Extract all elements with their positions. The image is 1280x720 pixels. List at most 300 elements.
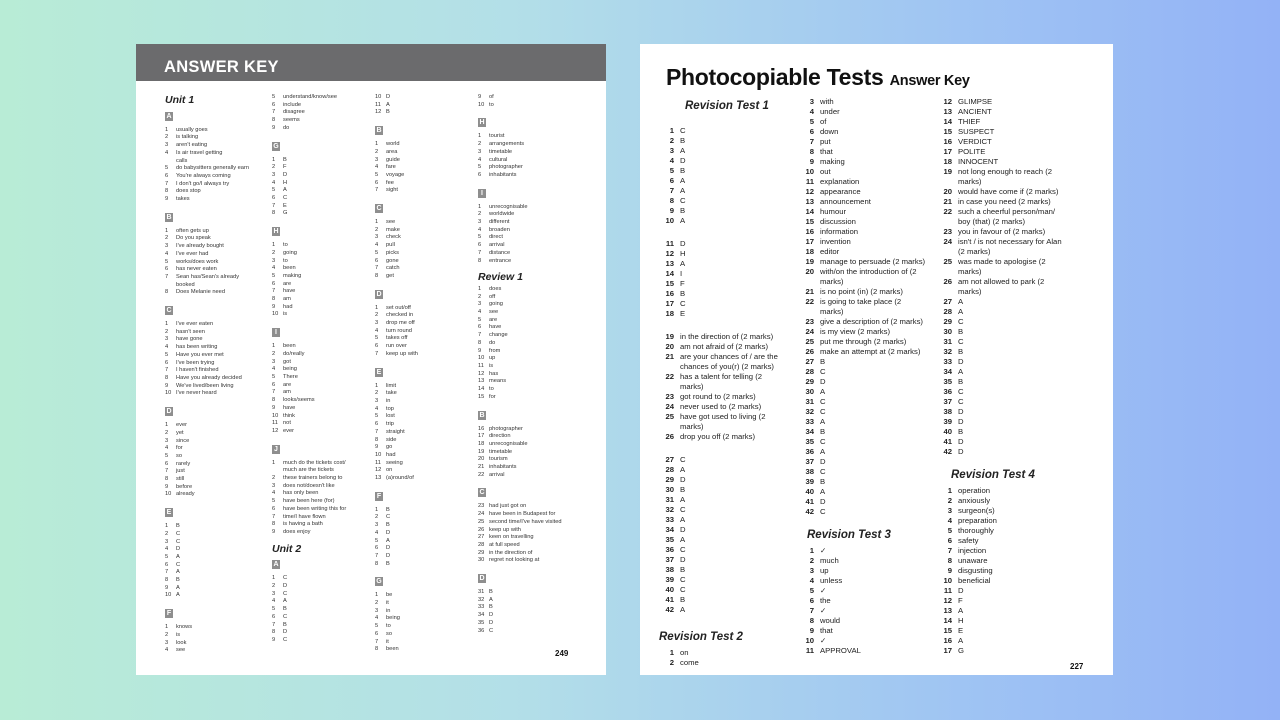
answer-row: [937, 317, 1107, 327]
answer-row: [659, 196, 809, 206]
answer-row: [659, 575, 809, 585]
answer-text: H: [283, 179, 288, 186]
answer-row: [272, 598, 372, 606]
answer-row: [165, 228, 265, 236]
answer-text: editor: [820, 247, 840, 256]
answer-row: [478, 219, 603, 227]
section-label: G: [376, 578, 382, 586]
answer-row: [659, 372, 809, 382]
answer-number: 2: [478, 293, 482, 300]
answer-row: [659, 565, 809, 575]
answer-row: [375, 561, 475, 569]
answer-number: 39: [665, 575, 674, 584]
answer-number: 12: [805, 187, 814, 196]
answer-text: keep up with: [386, 350, 418, 357]
answer-number: 9: [809, 626, 814, 635]
answer-text: A: [680, 535, 686, 544]
answer-row: [165, 585, 265, 593]
answer-row: [478, 133, 603, 141]
answer-text: C: [283, 195, 288, 202]
answer-row: [478, 141, 603, 149]
answer-number: 24: [805, 327, 814, 336]
answer-row: [937, 257, 1107, 267]
page-number-right: 227: [1070, 662, 1084, 671]
answer-number: 40: [665, 585, 674, 594]
answer-row: [659, 555, 809, 565]
answer-text: see: [489, 309, 499, 316]
answer-row: [799, 477, 949, 487]
answer-number: 3: [165, 142, 169, 149]
spacer: [478, 109, 603, 115]
answer-text: in case you need (2 marks): [958, 197, 1051, 206]
answer-text: does enjoy: [283, 528, 311, 535]
answer-text: D: [820, 377, 826, 386]
answer-number: 3: [165, 243, 169, 250]
answer-text: ever: [283, 427, 295, 434]
answer-number: 1: [165, 126, 169, 133]
answer-text: it: [386, 638, 389, 645]
answer-text: being: [283, 366, 297, 373]
answer-row: [478, 149, 603, 157]
answer-number: 11: [805, 646, 814, 655]
answer-number: 4: [272, 265, 276, 272]
answer-text: entrance: [489, 257, 512, 264]
answer-text: direction: [489, 433, 511, 440]
answer-text: D: [820, 457, 826, 466]
answer-text: arrangements: [489, 141, 525, 148]
answer-row: [937, 576, 1107, 586]
answer-row: [937, 117, 1107, 127]
answer-row: [799, 327, 949, 337]
answer-number: 1: [478, 203, 482, 210]
answer-number: 7: [165, 468, 169, 475]
answer-text: for: [489, 393, 496, 400]
answer-text: appearance: [820, 187, 861, 196]
answer-row: [659, 289, 809, 299]
answer-text: discussion: [820, 217, 856, 226]
answer-number: 34: [943, 367, 952, 376]
unit-title: Unit 2: [272, 542, 302, 555]
answer-row: [478, 612, 603, 620]
answer-text: keen on travelling: [489, 534, 534, 541]
answer-text: B: [386, 522, 390, 529]
answer-row: [375, 592, 475, 600]
answer-number: 4: [375, 327, 379, 334]
answer-number: 10: [165, 390, 172, 397]
answer-number: 2: [478, 141, 482, 148]
answer-row: [937, 387, 1107, 397]
answer-number: 10: [805, 167, 814, 176]
answer-row: [659, 485, 809, 495]
answer-text: I've already bought: [176, 243, 224, 250]
answer-number: 9: [478, 94, 482, 100]
answer-text: ✓: [820, 606, 827, 615]
spacer: [659, 319, 809, 332]
answer-row: [272, 94, 372, 102]
answer-number: 14: [665, 269, 674, 278]
answer-number: 15: [943, 127, 952, 136]
answer-text: got round to (2 marks): [680, 392, 756, 401]
answer-row: [659, 545, 809, 555]
answer-row: [375, 631, 475, 639]
answer-row: [937, 377, 1107, 387]
answer-number: 1: [375, 219, 379, 226]
answer-row: [165, 592, 265, 600]
answer-text: C: [958, 397, 964, 406]
unit-title: Unit 1: [165, 94, 195, 106]
answer-row: [272, 483, 372, 491]
answer-text: under: [820, 107, 840, 116]
answer-text: that: [820, 626, 833, 635]
spacer: [165, 600, 265, 606]
answer-number: 6: [478, 171, 482, 178]
answer-row: [659, 342, 809, 352]
answer-number: 20: [805, 267, 814, 276]
answer-row: [375, 109, 475, 117]
answer-number: 4: [165, 546, 169, 553]
answer-row: [375, 398, 475, 406]
answer-text: picks: [386, 249, 399, 256]
answer-text: INNOCENT: [958, 157, 999, 166]
answer-number: 12: [375, 109, 382, 116]
answer-row: [799, 197, 949, 207]
answer-row: [659, 146, 809, 156]
answer-number: 10: [272, 412, 279, 419]
answer-row: [799, 287, 949, 297]
answer-number: 13: [943, 107, 952, 116]
section-label: D: [479, 575, 485, 583]
answer-number: 2: [165, 235, 169, 242]
answer-text: do: [489, 339, 496, 346]
answer-row: [272, 583, 372, 591]
answer-text: am not afraid of (2 marks): [680, 342, 769, 351]
answer-text: C: [680, 299, 686, 308]
answer-row: [937, 407, 1107, 417]
answer-number: 6: [272, 381, 276, 388]
answer-row: [375, 545, 475, 553]
answer-row: [478, 340, 603, 348]
answer-row: [799, 207, 949, 217]
answer-row: [659, 259, 809, 269]
answer-row: [272, 304, 372, 312]
answer-row: [272, 288, 372, 296]
answer-row: [272, 514, 372, 522]
answer-number: 1: [669, 648, 674, 657]
answer-column-1: [165, 94, 265, 661]
answer-text: is my view (2 marks): [820, 327, 891, 336]
answer-number: 3: [165, 639, 169, 646]
answer-text: A: [958, 307, 964, 316]
answer-row: [375, 265, 475, 273]
answer-text: We've lived/been living: [176, 382, 234, 389]
answer-row: [478, 250, 603, 258]
answer-text: anxiously: [958, 496, 991, 505]
answer-row: [375, 187, 475, 195]
answer-number: 2: [165, 134, 169, 141]
answer-row: [478, 242, 603, 250]
answer-text: A: [958, 636, 964, 645]
answer-row: [478, 557, 603, 565]
answer-number: 23: [943, 227, 952, 236]
answer-text: A: [680, 515, 686, 524]
answer-row: [659, 402, 809, 412]
answer-number: 6: [165, 359, 169, 366]
answer-number: 41: [665, 595, 674, 604]
answer-row: [659, 309, 809, 319]
answer-row: [937, 107, 1107, 117]
answer-row: [165, 523, 265, 531]
answer-row: [799, 297, 949, 307]
answer-row: [937, 147, 1107, 157]
answer-number: 16: [478, 425, 485, 432]
answer-text: D: [958, 447, 964, 456]
answer-row: [478, 426, 603, 434]
answer-text: had: [283, 303, 293, 310]
answer-row: [165, 569, 265, 577]
answer-number: 27: [805, 357, 814, 366]
answer-row: [659, 505, 809, 515]
answer-number: 7: [272, 288, 276, 295]
answer-row: [659, 186, 809, 196]
answer-text: regret not looking at: [489, 557, 540, 564]
answer-text: time/I have flown: [283, 513, 326, 520]
section-label: A: [273, 561, 279, 569]
answer-row: [272, 164, 372, 172]
answer-text: with: [820, 97, 834, 106]
answer-number: 8: [165, 476, 169, 483]
answer-row: [937, 566, 1107, 576]
answer-row: [799, 596, 949, 606]
answer-number: 6: [478, 324, 482, 331]
answer-row: [375, 320, 475, 328]
answer-row: [478, 597, 603, 605]
answer-text: B: [958, 377, 964, 386]
test-heading: Revision Test 4: [951, 469, 1035, 481]
answer-number: 5: [809, 117, 814, 126]
answer-row: [478, 164, 603, 172]
answer-row: [272, 102, 372, 110]
answer-text: B: [386, 560, 390, 567]
section-label: I: [478, 189, 486, 198]
answer-text: second time/I've have visited: [489, 518, 562, 525]
answer-row: [272, 210, 372, 218]
answer-text: making: [820, 157, 845, 166]
answer-text: out: [820, 167, 831, 176]
answer-text: Have you already decided: [176, 374, 242, 381]
answer-row: [165, 647, 265, 655]
answer-text: B: [283, 606, 287, 613]
answer-number: 2: [947, 496, 952, 505]
answer-text: in the direction of: [489, 549, 533, 556]
answer-text: of: [820, 117, 827, 126]
answer-number: 3: [478, 219, 482, 226]
answer-number: 9: [809, 157, 814, 166]
answer-text: are: [283, 381, 292, 388]
answer-text: humour: [820, 207, 847, 216]
answer-row: [799, 97, 949, 107]
answer-row: [165, 289, 265, 297]
answer-text: B: [386, 109, 390, 116]
answer-row: [478, 102, 603, 110]
answer-number: 23: [478, 503, 485, 510]
answer-number: 6: [375, 257, 379, 264]
answer-row: [272, 242, 372, 250]
answer-text: D: [680, 156, 686, 165]
answer-number: 7: [809, 137, 814, 146]
answer-number: 10: [165, 491, 172, 498]
answer-number: 22: [943, 207, 952, 216]
answer-text: usually goes: [176, 126, 208, 133]
answer-text: see: [386, 219, 396, 226]
answer-row: [165, 577, 265, 585]
answer-text: D: [283, 171, 288, 178]
answer-text: D: [386, 545, 391, 552]
answer-row: [478, 542, 603, 550]
answer-text: up: [489, 355, 496, 362]
answer-number: 2: [375, 600, 379, 607]
answer-text: A: [820, 387, 826, 396]
answer-number: 4: [478, 309, 482, 316]
answer-number: 13: [665, 259, 674, 268]
answer-text: to: [283, 257, 288, 264]
answer-text: seems: [283, 117, 300, 124]
answer-number: 26: [665, 432, 674, 441]
answer-row: [272, 258, 372, 266]
answer-text: D: [680, 239, 686, 248]
answer-text: am not allowed to park (2: [958, 277, 1045, 286]
answer-number: 2: [165, 530, 169, 537]
answer-text: C: [958, 317, 964, 326]
answer-text: preparation: [958, 516, 997, 525]
answer-number: 4: [375, 164, 379, 171]
answer-number: 8: [272, 629, 276, 636]
answer-number: 8: [165, 289, 169, 296]
answer-row: [659, 648, 809, 658]
answer-row: [478, 456, 603, 464]
answer-row: [272, 125, 372, 133]
answer-row: [937, 127, 1107, 137]
answer-text: these trainers belong to: [283, 475, 343, 482]
answer-number: 12: [943, 97, 952, 106]
answer-number: 5: [375, 413, 379, 420]
answer-number: 7: [478, 332, 482, 339]
answer-number: 1: [375, 592, 379, 599]
section-label: F: [376, 492, 382, 500]
answer-row: [272, 343, 372, 351]
answer-number: 7: [375, 265, 379, 272]
answer-number: 9: [272, 528, 276, 535]
answer-text: C: [283, 636, 288, 643]
section-label: J: [272, 445, 280, 454]
answer-text: run over: [386, 343, 407, 350]
answer-row: [478, 550, 603, 558]
answer-text: for: [176, 445, 183, 452]
answer-row: [799, 167, 949, 177]
answer-continuation: marks): [958, 287, 982, 296]
answer-text: C: [283, 590, 288, 597]
answer-row: [165, 142, 265, 150]
answer-row: [272, 351, 372, 359]
answer-row: [375, 460, 475, 468]
answer-text: before: [176, 483, 193, 490]
answer-row: [165, 430, 265, 438]
answer-row: [799, 457, 949, 467]
answer-number: 6: [165, 172, 169, 179]
answer-number: 19: [805, 257, 814, 266]
answer-row: [272, 460, 372, 468]
answer-text: do babysitters generally earn: [176, 165, 250, 172]
answer-row: [478, 355, 603, 363]
test-heading: Revision Test 2: [659, 631, 743, 643]
answer-row: [165, 640, 265, 648]
answer-number: 30: [478, 557, 485, 564]
answer-text: manage to persuade (2 marks): [820, 257, 926, 266]
answer-text: A: [176, 569, 180, 576]
answer-number: 4: [165, 250, 169, 257]
answer-text: THIEF: [958, 117, 981, 126]
answer-number: 17: [943, 646, 952, 655]
answer-row: [272, 575, 372, 583]
answer-row: [165, 259, 265, 267]
answer-continuation: boy (that) (2 marks): [958, 217, 1026, 226]
answer-row: [375, 234, 475, 242]
answer-row: [799, 417, 949, 427]
page-number: 249: [555, 649, 569, 658]
spacer: [272, 645, 372, 651]
answer-row: [799, 497, 949, 507]
answer-text: A: [176, 584, 180, 591]
answer-text: off: [489, 293, 496, 300]
section-label: B: [376, 127, 382, 135]
answer-text: D: [386, 94, 391, 100]
answer-number: 19: [665, 332, 674, 341]
answer-text: sight: [386, 187, 399, 194]
answer-text: come: [680, 658, 699, 667]
answer-number: 10: [375, 451, 382, 458]
answer-row: [272, 382, 372, 390]
answer-row: [659, 535, 809, 545]
answer-number: 4: [375, 529, 379, 536]
answer-row: [937, 157, 1107, 167]
answer-row: [272, 273, 372, 281]
answer-text: voyage: [386, 171, 405, 178]
answer-text: photographer: [489, 425, 523, 432]
answer-text: C: [680, 545, 686, 554]
answer-number: 16: [665, 289, 674, 298]
answer-text: D: [386, 529, 391, 536]
answer-text: B: [680, 565, 686, 574]
answer-row: [375, 444, 475, 452]
answer-row: [937, 197, 1107, 207]
answer-text: already: [176, 491, 195, 498]
answer-number: 8: [272, 521, 276, 528]
answer-text: E: [958, 626, 964, 635]
answer-number: 13: [478, 378, 485, 385]
answer-text: does: [489, 285, 502, 292]
answer-text: that: [820, 147, 833, 156]
answer-row: [375, 219, 475, 227]
answer-text: D: [958, 586, 964, 595]
answer-row: [375, 250, 475, 258]
answer-number: 5: [669, 166, 674, 175]
answer-number: 30: [805, 387, 814, 396]
answer-row: [165, 539, 265, 547]
answer-number: 11: [272, 420, 278, 427]
answer-row: [375, 615, 475, 623]
answer-text: C: [958, 337, 964, 346]
answer-text: C: [680, 126, 686, 135]
answer-row: [478, 157, 603, 165]
